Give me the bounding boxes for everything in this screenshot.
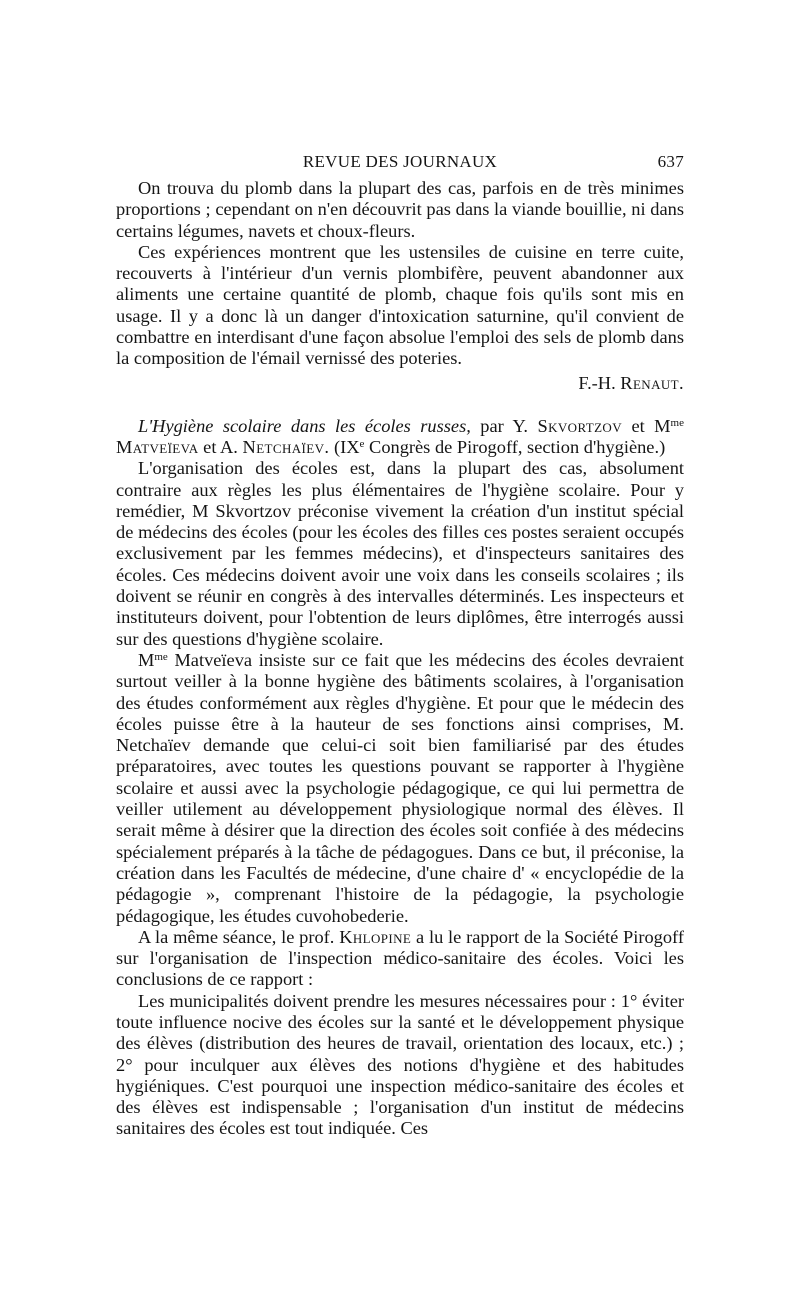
author1-initial: Y. [512, 415, 529, 436]
para3-name: Khlopine [339, 926, 412, 947]
paragraph-khlopine [116, 927, 684, 991]
para2-mme-sup: me [154, 650, 168, 663]
congress-sup: e [359, 437, 365, 450]
page-header [116, 152, 684, 178]
review-and-1: et [631, 415, 645, 436]
author2-title-sup: me [670, 416, 684, 429]
signature-initials: F.-H. [578, 372, 616, 393]
paragraph-municipalities: Les municipalités doivent prendre les mesures nécessaires pour : 1° éviter toute influence nocive des écoles sur la santé et le développement physique des élèves (distribution des heures de travail, orientation des locaux, etc.) ; 2° pour inculquer aux élèves des notions d'hygiène et des habitudes hygiéniques. C'est pourquoi une inspection médico-sanitaire des écoles et des élèves est indispensable ; l'organisation d'un institut de médecins sanitaires des écoles est tout indiquée. Ces [116, 990, 684, 1139]
review-title: L'Hygiène scolaire dans les écoles russes, [138, 415, 471, 436]
congress-pre: (IX [334, 436, 360, 457]
paragraph-lead-results: On trouva du plomb dans la plupart des cas, parfois en de très minimes proportions ; cependant on n'en découvrit pas dans la viande bouillie, ni dans certains légumes, navets et choux-fleurs. [116, 178, 684, 241]
paragraph-school-organisation: L'organisation des écoles est, dans la plupart des cas, absolument contraire aux règles les plus élémentaires de l'hygiène scolaire. Pour y remédier, M Skvortzov préconise vivement la création d'un institut spécial de médecins des écoles (pour les écoles des filles ces postes seraient occupés exclusivement par les femmes médecins), et d'inspecteurs sanitaires des écoles. Ces médecins doivent avoir une voix dans les conseils scolaires ; ils doivent se réunir en congrès à des intervalles déterminés. Les inspecteurs et instituteurs doivent, pour l'obtention de leurs diplômes, être interrogés aussi sur des questions d'hygiène scolaire. [116, 458, 684, 649]
review-heading [116, 416, 684, 459]
para3-pre: A la même séance, le prof. [138, 926, 335, 947]
review-and-2: et [203, 436, 217, 457]
section-spacer [116, 394, 684, 416]
paragraph-conclusion-pottery: Ces expériences montrent que les ustensiles de cuisine en terre cuite, recouverts à l'intérieur d'un vernis plombifère, peuvent abandonner aux aliments une certaine quantité de plomb, chaque fois qu'ils sont mis en usage. Il y a donc là un danger d'intoxication saturnine, qu'il convient de combattre en interdisant d'une façon absolue l'emploi des sels de plomb dans la composition de l'émail vernissé des poteries. [116, 241, 684, 369]
author1-name: Skvortzov [537, 415, 623, 436]
journal-page [116, 152, 684, 1140]
author3-name: Netchaïev. [242, 436, 330, 457]
review-by: par [480, 415, 504, 436]
signature-name: Renaut. [620, 372, 684, 393]
author-signature [116, 372, 684, 394]
author3-initial: A. [220, 436, 238, 457]
para3-post: a lu le rapport de la Société Pirogoff sur l'organisation de l'inspection médico-sanitaire des écoles. Voici les conclusions de ce rapport : [116, 926, 684, 990]
para2-text: Matveïeva insiste sur ce fait que les médecins des écoles devraient surtout veiller à la bonne hygiène des bâtiments scolaires, à l'organisation des études conformément aux règles d'hygiène. Et pour que le médecin des écoles puisse être à la hauteur de ses fonctions ainsi comprises, M. Netchaïev demande que celui-ci soit bien familiarisé par des études préparatoires, avec toutes les questions pouvant se rapporter à l'hygiène scolaire et aussi avec la psychologie pédagogique, ce qui lui permettra de veiller utilement au développement physiologique normal des élèves. Il serait même à désirer que la direction des écoles soit confiée à des médecins spécialement préparés à la tâche de pédagogues. Dans ce but, il préconise, la création dans les Facultés de médecine, d'une chaire d' « encyclopédie de la pédagogie », comprenant l'histoire de la pédagogie, la psychologie pédagogique, les études cuvohobederie. [116, 649, 684, 926]
page-number: 637 [657, 152, 684, 171]
author2-name: Matveïeva [116, 436, 199, 457]
running-title: REVUE DES JOURNAUX [302, 152, 498, 171]
para2-mme: M [138, 649, 155, 670]
paragraph-matveieva [116, 650, 684, 927]
congress-post: Congrès de Pirogoff, section d'hygiène.) [369, 436, 666, 457]
author2-title: M [654, 415, 671, 436]
